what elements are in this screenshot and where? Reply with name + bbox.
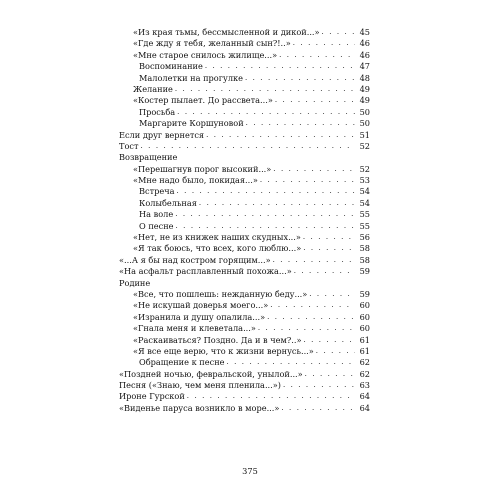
toc-entry-title: «Виденье паруса возникло в море...»: [119, 402, 280, 413]
toc-leader-dots: [199, 198, 355, 209]
toc-leader-dots: [303, 335, 355, 346]
toc-entry: [119, 369, 370, 380]
toc-entry-title: «Где жду я тебя, желанный сын?!..»: [133, 38, 291, 49]
toc-entry: [119, 346, 370, 357]
toc-entry-page: 58: [359, 254, 370, 265]
toc-entry: [119, 278, 370, 289]
toc-leader-dots: [187, 392, 355, 403]
toc-leader-dots: [206, 130, 355, 141]
toc-leader-dots: [176, 221, 355, 232]
toc-entry-title: Песня («Знаю, чем меня пленила...»): [119, 380, 281, 391]
toc-entry-page: 49: [359, 95, 370, 106]
toc-entry: [119, 255, 370, 266]
toc-leader-dots: [177, 186, 355, 197]
toc-entry-title: Возвращение: [119, 152, 178, 163]
toc-entry: [119, 403, 370, 414]
toc-leader-dots: [205, 61, 355, 72]
toc-entry-title: «Не искушай доверья моего...»: [133, 300, 269, 311]
toc-entry: [119, 141, 370, 152]
toc-entry-title: «...А я бы над костром горящим...»: [119, 254, 271, 265]
toc-leader-dots: [281, 403, 355, 414]
toc-entry-page: 61: [359, 334, 370, 345]
toc-entry-title: Колыбельная: [139, 197, 197, 208]
table-of-contents: [119, 27, 370, 414]
toc-entry: [119, 232, 370, 243]
toc-entry-page: 48: [359, 72, 370, 83]
toc-entry: [119, 164, 370, 175]
toc-entry-title: Тост: [119, 140, 139, 151]
toc-entry: [119, 392, 370, 403]
toc-entry-page: 45: [359, 27, 370, 37]
toc-entry-page: 54: [359, 197, 370, 208]
toc-entry: [119, 73, 370, 84]
toc-entry: [119, 38, 370, 49]
toc-leader-dots: [270, 300, 355, 311]
toc-entry-title: «Изранила и душу опалила...»: [133, 311, 266, 322]
toc-leader-dots: [309, 289, 355, 300]
toc-leader-dots: [283, 380, 355, 391]
toc-entry-title: «Перешагнув порог высокий...»: [133, 163, 272, 174]
toc-entry: [119, 335, 370, 346]
toc-entry-title: «Я все еще верю, что к жизни вернусь...»: [133, 345, 314, 356]
toc-entry-title: Просьба: [139, 106, 176, 117]
toc-entry-title: Малолетки на прогулке: [139, 72, 243, 83]
toc-entry: [119, 312, 370, 323]
toc-leader-dots: [246, 118, 355, 129]
toc-leader-dots: [227, 357, 356, 368]
toc-entry-title: «Раскаиваться? Поздно. Да и в чем?..»: [133, 334, 302, 345]
toc-leader-dots: [294, 266, 355, 277]
toc-entry-page: 60: [359, 311, 370, 322]
toc-entry-title: «Все, что пошлешь: нежданную беду...»: [133, 288, 308, 299]
toc-entry-page: 50: [359, 118, 370, 129]
toc-entry-page: 61: [359, 345, 370, 356]
toc-entry: [119, 152, 370, 163]
toc-leader-dots: [273, 255, 355, 266]
toc-entry-title: О песне: [139, 220, 174, 231]
toc-entry-page: 53: [359, 175, 370, 186]
toc-entry-title: Обращение к песне: [139, 357, 225, 368]
toc-leader-dots: [267, 312, 355, 323]
toc-entry: [119, 289, 370, 300]
toc-entry-page: 55: [359, 209, 370, 220]
toc-entry: [119, 209, 370, 220]
toc-entry-title: Родине: [119, 277, 151, 288]
toc-entry-title: «Костер пылает. До рассвета...»: [133, 95, 273, 106]
toc-entry-page: 59: [359, 288, 370, 299]
toc-entry-title: «Из края тьмы, бессмысленной и дикой...»: [133, 27, 320, 37]
toc-entry-page: 47: [359, 61, 370, 72]
toc-entry-page: 58: [359, 243, 370, 254]
toc-entry-page: 62: [359, 357, 370, 368]
toc-entry-title: «На асфальт расплавленный похожа...»: [119, 266, 292, 277]
toc-entry-page: 52: [359, 163, 370, 174]
toc-leader-dots: [258, 323, 355, 334]
toc-entry: [119, 118, 370, 129]
toc-entry: [119, 323, 370, 334]
toc-leader-dots: [303, 232, 355, 243]
toc-entry-page: 56: [359, 232, 370, 243]
toc-entry: [119, 175, 370, 186]
toc-leader-dots: [245, 73, 355, 84]
toc-entry-page: 59: [359, 266, 370, 277]
toc-leader-dots: [175, 209, 355, 220]
toc-leader-dots: [279, 50, 355, 61]
toc-entry: [119, 266, 370, 277]
toc-entry-title: «Мне надо было, покидая...»: [133, 175, 258, 186]
toc-leader-dots: [260, 175, 355, 186]
toc-entry-page: 64: [359, 402, 370, 413]
toc-entry-page: 54: [359, 186, 370, 197]
toc-leader-dots: [305, 369, 355, 380]
toc-entry-page: 46: [359, 49, 370, 60]
toc-entry-title: Встреча: [139, 186, 175, 197]
toc-entry-title: Маргарите Коршуновой: [139, 118, 244, 129]
toc-entry-page: 60: [359, 323, 370, 334]
toc-entry: [119, 95, 370, 106]
page-number: 375: [242, 466, 258, 476]
toc-entry-page: 60: [359, 300, 370, 311]
toc-entry: [119, 300, 370, 311]
toc-entry-title: «Гнала меня и клеветала...»: [133, 323, 256, 334]
toc-entry-page: 52: [359, 140, 370, 151]
toc-leader-dots: [273, 164, 355, 175]
toc-entry-title: «Мне старое снилось жилище...»: [133, 49, 278, 60]
toc-entry: [119, 243, 370, 254]
toc-entry: [119, 84, 370, 95]
toc-entry: [119, 61, 370, 72]
toc-leader-dots: [316, 346, 355, 357]
toc-entry-title: «Поздней ночью, февральской, унылой...»: [119, 368, 303, 379]
toc-entry-page: 63: [359, 380, 370, 391]
toc-entry-page: 55: [359, 220, 370, 231]
toc-entry-title: «Нет, не из книжек наших скудных...»: [133, 232, 301, 243]
toc-leader-dots: [141, 141, 355, 152]
toc-entry-title: Желание: [133, 83, 173, 94]
toc-leader-dots: [275, 95, 355, 106]
toc-entry-page: 51: [359, 129, 370, 140]
toc-entry: [119, 357, 370, 368]
toc-leader-dots: [303, 243, 355, 254]
toc-entry: [119, 198, 370, 209]
toc-entry: [119, 50, 370, 61]
toc-entry: [119, 380, 370, 391]
toc-entry-title: «Я так боюсь, что всех, кого люблю...»: [133, 243, 302, 254]
toc-entry: [119, 186, 370, 197]
toc-entry-title: Если друг вернется: [119, 129, 205, 140]
toc-entry-page: 49: [359, 83, 370, 94]
toc-leader-dots: [177, 107, 355, 118]
toc-entry-title: Ироне Гурской: [119, 391, 185, 402]
toc-entry-title: На воле: [139, 209, 174, 220]
toc-entry: [119, 130, 370, 141]
toc-entry-page: 46: [359, 38, 370, 49]
toc-entry-page: 62: [359, 368, 370, 379]
toc-leader-dots: [175, 84, 355, 95]
toc-entry: [119, 221, 370, 232]
toc-entry-title: Воспоминание: [139, 61, 203, 72]
toc-leader-dots: [322, 27, 355, 38]
toc-entry: [119, 107, 370, 118]
toc-entry-page: 64: [359, 391, 370, 402]
toc-leader-dots: [293, 38, 355, 49]
toc-entry: [119, 27, 370, 38]
toc-entry-page: 50: [359, 106, 370, 117]
